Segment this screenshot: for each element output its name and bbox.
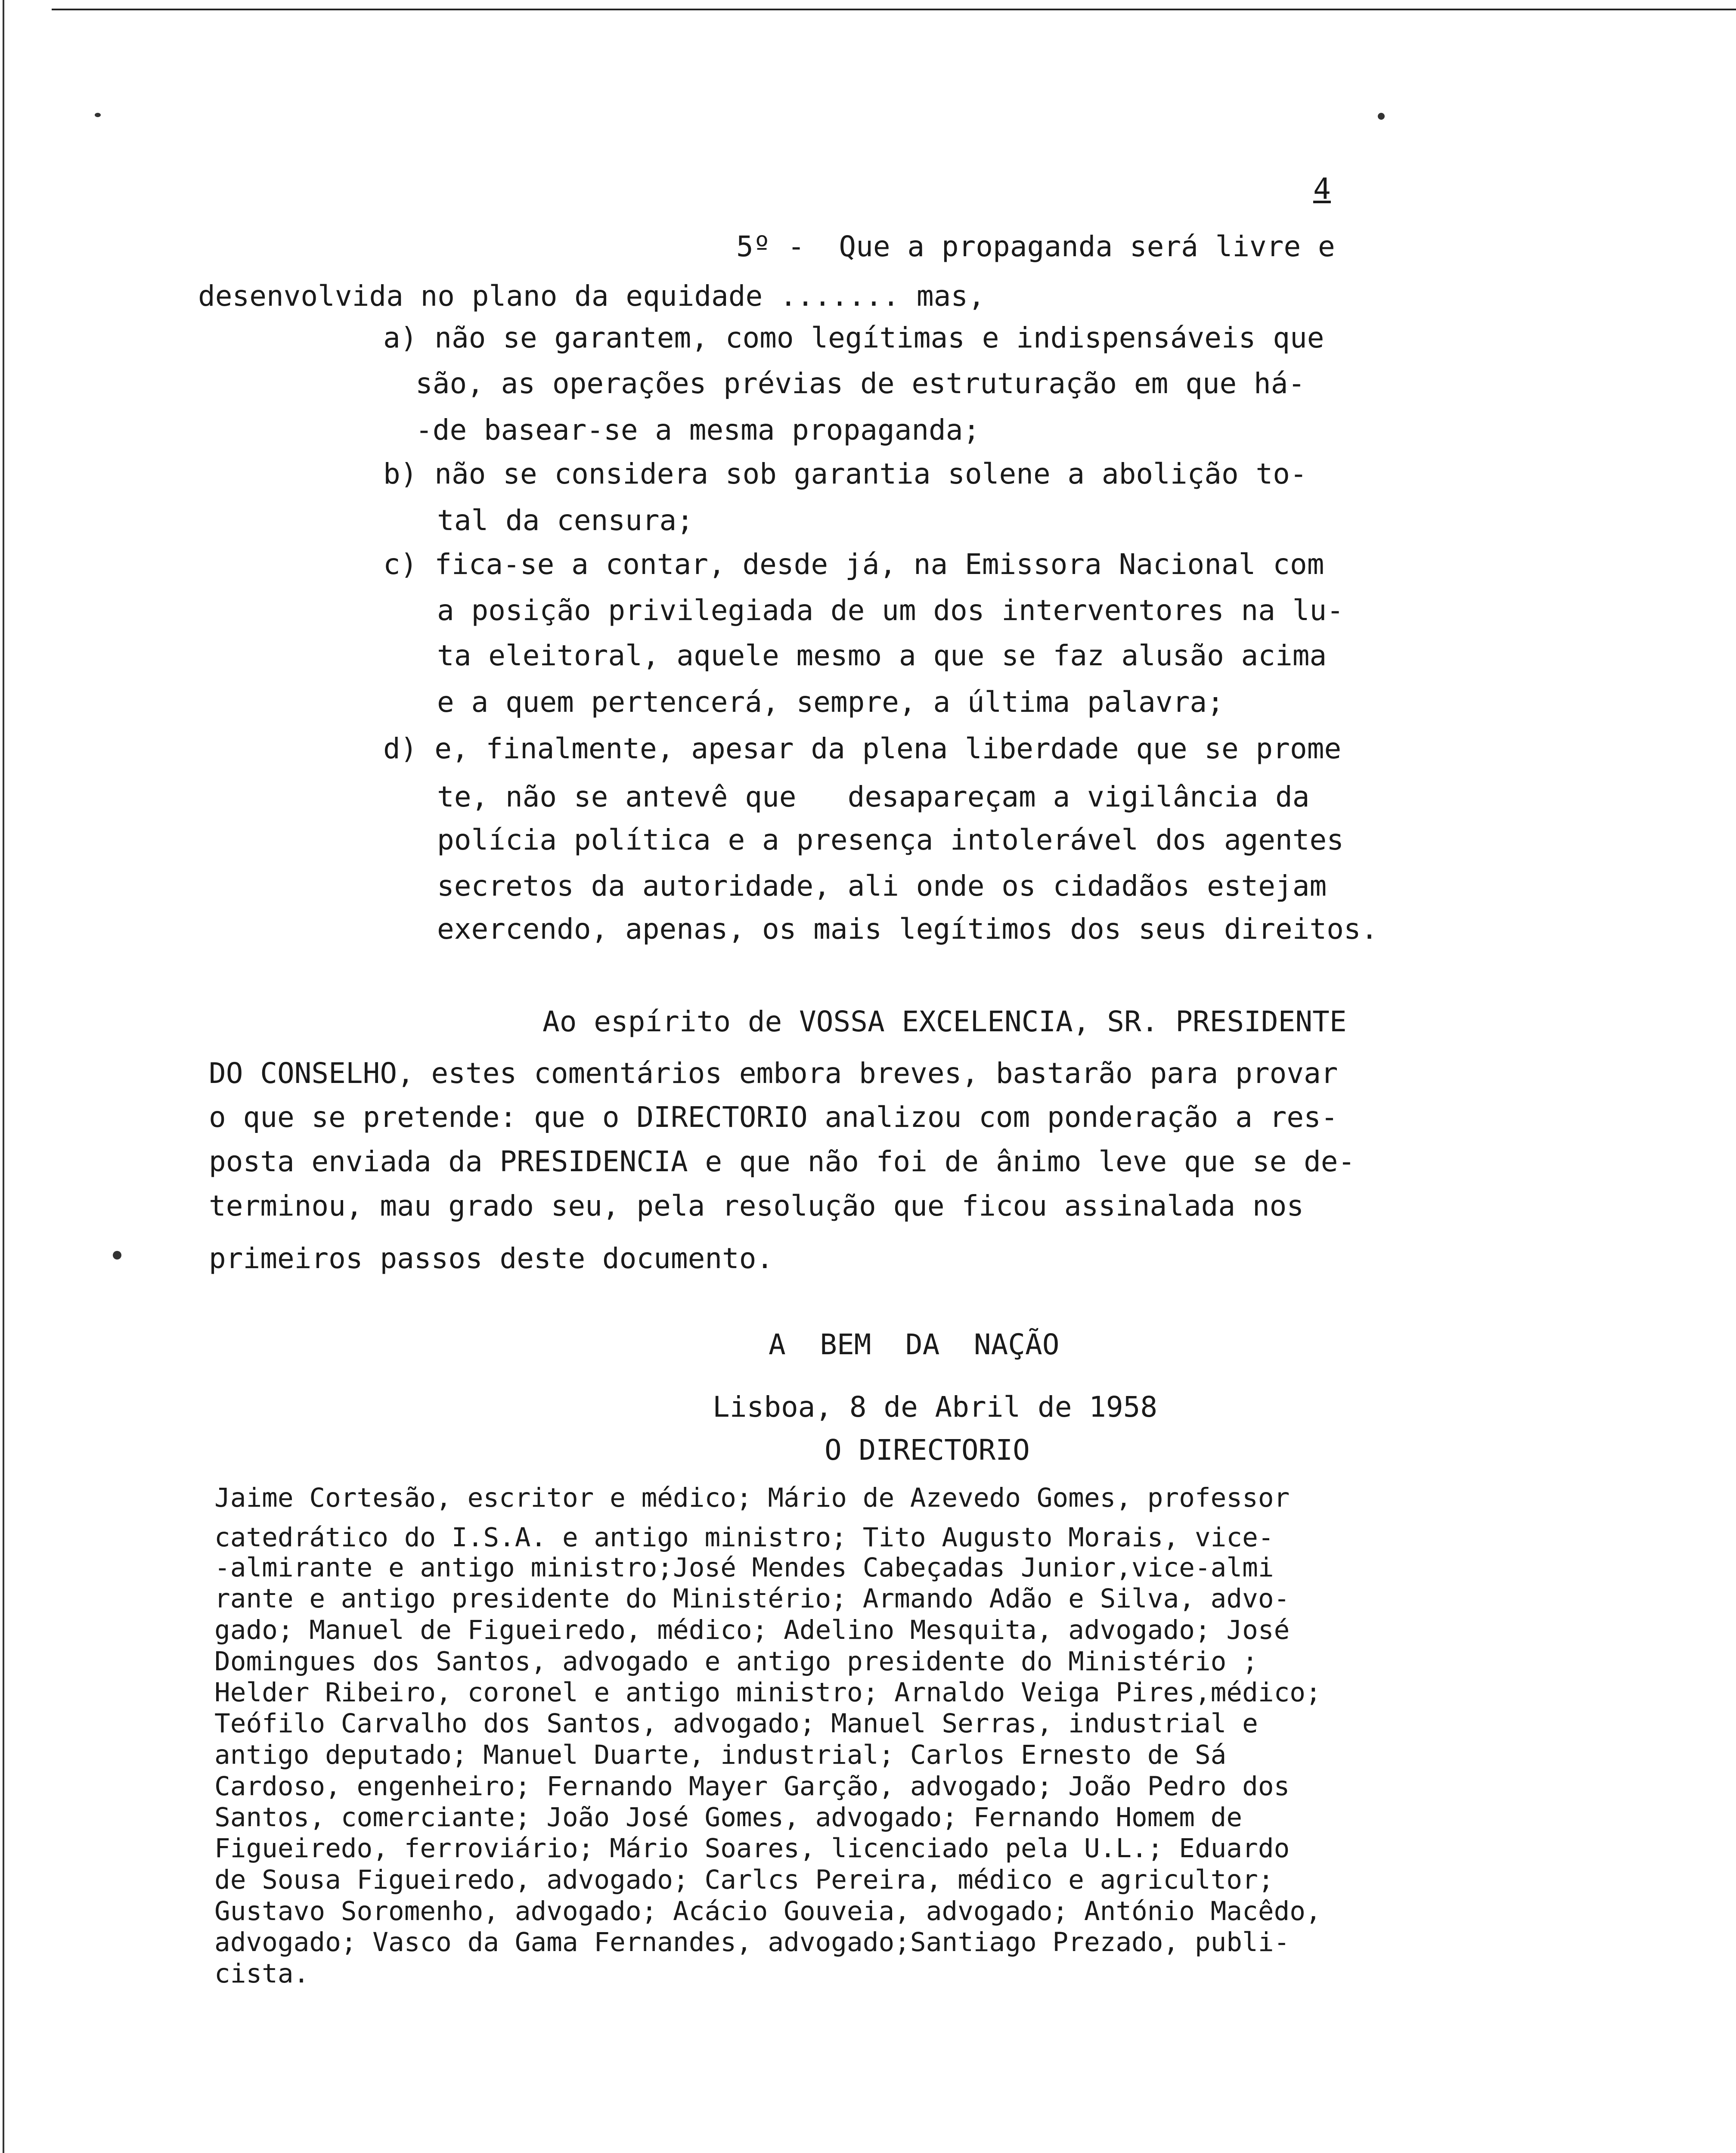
signatory-line: Cardoso, engenheiro; Fernando Mayer Garção, advogado; João Pedro dos [214,1771,1290,1802]
closing-paragraph: o que se pretende: que o DIRECTORIO analizou com ponderação a res- [209,1101,1338,1134]
list-item-d: d) e, finalmente, apesar da plena liberdade que se prome [383,732,1342,765]
list-item-a: a) não se garantem, como legítimas e indispensáveis que [383,321,1324,354]
list-item-d-cont: polícia política e a presença intolerável dos agentes [437,823,1344,856]
page-number: 4 [1313,172,1331,206]
closing-paragraph: Ao espírito de VOSSA EXCELENCIA, SR. PRESIDENTE [542,1005,1347,1038]
scan-speck [1378,113,1385,120]
scan-left-border [3,0,4,2153]
signatory-line: catedrático do I.S.A. e antigo ministro; Tito Augusto Morais, vice- [214,1522,1274,1553]
list-item-b: b) não se considera sob garantia solene a abolição to- [383,457,1307,490]
place-and-date: Lisboa, 8 de Abril de 1958 [713,1390,1158,1424]
body-line: desenvolvida no plano da equidade ....... mas, [198,279,985,313]
list-item-d-cont: exercendo, apenas, os mais legítimos dos seus direitos. [437,912,1378,946]
list-item-b-cont: tal da censura; [437,504,694,537]
list-item-d-cont: te, não se antevê que desapareçam a vigilância da [437,780,1310,813]
list-item-c-cont: e a quem pertencerá, sempre, a última palavra; [437,686,1224,719]
signatory-line: de Sousa Figueiredo, advogado; Carlcs Pereira, médico e agricultor; [214,1864,1274,1895]
scan-top-border [52,9,1736,10]
signatory-line: rante e antigo presidente do Ministério; Armando Adão e Silva, advo- [214,1583,1290,1614]
signatory-line: Gustavo Soromenho, advogado; Acácio Gouveia, advogado; António Macêdo, [214,1896,1321,1927]
list-item-c-cont: ta eleitoral, aquele mesmo a que se faz alusão acima [437,639,1327,672]
list-item-d-cont: secretos da autoridade, ali onde os cidadãos estejam [437,869,1327,903]
closing-paragraph: DO CONSELHO, estes comentários embora breves, bastarão para provar [209,1057,1338,1090]
signatory-line: Teófilo Carvalho dos Santos, advogado; Manuel Serras, industrial e [214,1708,1258,1739]
motto: A BEM DA NAÇÃO [769,1328,1060,1361]
signatory-line: cista. [214,1958,310,1989]
scan-speck [113,1251,121,1260]
signatory-body: O DIRECTORIO [825,1433,1030,1467]
closing-paragraph: terminou, mau grado seu, pela resolução que ficou assinalada nos [209,1189,1304,1222]
list-item-a-cont: são, as operações prévias de estruturação em que há- [415,367,1305,400]
signatory-line: Santos, comerciante; João José Gomes, advogado; Fernando Homem de [214,1802,1243,1833]
signatory-line: gado; Manuel de Figueiredo, médico; Adelino Mesquita, advogado; José [214,1615,1290,1645]
section-heading-5: 5º - Que a propaganda será livre e [736,230,1335,263]
signatory-line: antigo deputado; Manuel Duarte, industrial; Carlos Ernesto de Sá [214,1740,1227,1770]
list-item-c: c) fica-se a contar, desde já, na Emissora Nacional com [383,548,1324,581]
list-item-c-cont: a posição privilegiada de um dos interventores na lu- [437,594,1344,627]
signatory-line: Domingues dos Santos, advogado e antigo presidente do Ministério ; [214,1646,1258,1677]
signatory-line: Helder Ribeiro, coronel e antigo ministro; Arnaldo Veiga Pires,médico; [214,1677,1321,1708]
closing-paragraph: primeiros passos deste documento. [209,1242,774,1275]
closing-paragraph: posta enviada da PRESIDENCIA e que não foi de ânimo leve que se de- [209,1145,1355,1178]
signatory-line: advogado; Vasco da Gama Fernandes, advogado;Santiago Prezado, publi- [214,1927,1290,1958]
signatory-line: -almirante e antigo ministro;José Mendes Cabeçadas Junior,vice-almi [214,1552,1274,1583]
signatory-line: Figueiredo, ferroviário; Mário Soares, licenciado pela U.L.; Eduardo [214,1833,1290,1864]
signatory-line: Jaime Cortesão, escritor e médico; Mário de Azevedo Gomes, professor [214,1483,1290,1513]
list-item-a-cont: -de basear-se a mesma propaganda; [415,413,980,447]
scan-speck [95,113,101,117]
